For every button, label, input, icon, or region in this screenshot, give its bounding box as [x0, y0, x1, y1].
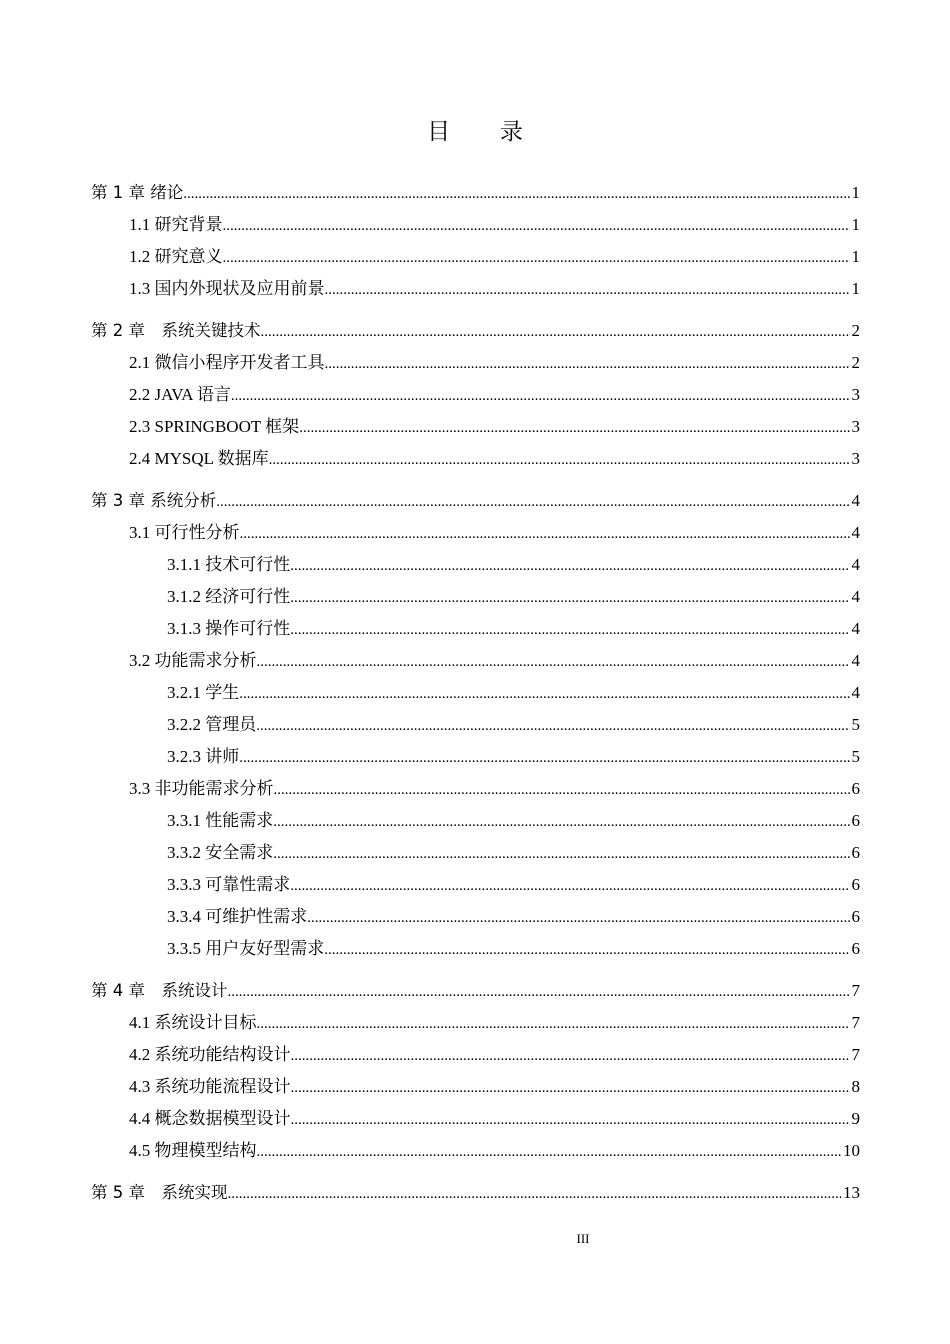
toc-dot-leader	[291, 1040, 850, 1072]
table-of-contents	[91, 177, 860, 1209]
toc-dot-leader	[228, 1178, 842, 1210]
toc-dot-leader	[223, 210, 850, 242]
toc-section-entry[interactable]	[91, 411, 860, 443]
toc-entry-label: 第 5 章 系统实现	[91, 1183, 228, 1202]
toc-entry-page: 7	[851, 1013, 860, 1032]
toc-section-entry[interactable]	[91, 773, 860, 805]
toc-entry-label: 4.4 概念数据模型设计	[129, 1109, 291, 1128]
toc-entry-label: 2.4 MYSQL 数据库	[129, 449, 269, 468]
toc-dot-leader	[269, 444, 850, 476]
toc-entry-page: 6	[851, 779, 860, 798]
toc-section-entry[interactable]	[91, 241, 860, 273]
toc-entry-page: 7	[851, 981, 860, 1000]
toc-dot-leader	[261, 316, 850, 348]
toc-entry-label: 3.1.3 操作可行性	[167, 619, 291, 638]
toc-entry-page: 4	[851, 587, 860, 606]
toc-entry-label: 1.2 研究意义	[129, 247, 223, 266]
toc-dot-leader	[324, 934, 849, 966]
toc-entry-label: 3.3.2 安全需求	[167, 843, 274, 862]
toc-entry-label: 第 1 章 绪论	[91, 183, 184, 202]
toc-dot-leader	[325, 348, 850, 380]
toc-entry-label: 3.3 非功能需求分析	[129, 779, 274, 798]
toc-entry-page: 6	[851, 843, 860, 862]
toc-dot-leader	[257, 646, 850, 678]
toc-dot-leader	[325, 274, 850, 306]
toc-chapter-entry[interactable]	[91, 315, 860, 347]
toc-entry-page: 6	[851, 875, 860, 894]
toc-dot-leader	[274, 774, 850, 806]
toc-entry-page: 7	[851, 1045, 860, 1064]
toc-entry-page: 4	[851, 491, 860, 510]
toc-entry-label: 4.5 物理模型结构	[129, 1141, 257, 1160]
toc-entry-page: 4	[851, 523, 860, 542]
toc-entry-label: 3.1.2 经济可行性	[167, 587, 291, 606]
toc-entry-label: 4.1 系统设计目标	[129, 1013, 257, 1032]
toc-dot-leader	[239, 678, 849, 710]
toc-entry-label: 第 2 章 系统关键技术	[91, 321, 261, 340]
toc-dot-leader	[291, 1104, 850, 1136]
toc-section-entry[interactable]	[91, 443, 860, 475]
toc-entry-label: 3.3.4 可维护性需求	[167, 907, 308, 926]
toc-section-entry[interactable]	[91, 1039, 860, 1071]
toc-entry-page: 3	[851, 449, 860, 468]
toc-entry-label: 3.1 可行性分析	[129, 523, 240, 542]
toc-dot-leader	[256, 710, 849, 742]
toc-dot-leader	[257, 1008, 850, 1040]
toc-entry-page: 4	[851, 651, 860, 670]
toc-dot-leader	[273, 806, 849, 838]
toc-entry-page: 2	[851, 353, 860, 372]
toc-entry-page: 1	[851, 183, 860, 202]
toc-entry-label: 3.2.2 管理员	[167, 715, 257, 734]
toc-chapter-entry[interactable]	[91, 177, 860, 209]
page-title: 目 录	[427, 119, 545, 144]
toc-section-entry[interactable]	[91, 709, 860, 741]
toc-dot-leader	[257, 1136, 842, 1168]
toc-entry-page: 6	[851, 811, 860, 830]
toc-section-entry[interactable]	[91, 1135, 860, 1167]
toc-entry-label: 3.2.3 讲师	[167, 747, 240, 766]
toc-entry-page: 1	[851, 247, 860, 266]
toc-dot-leader	[273, 838, 849, 870]
toc-entry-page: 2	[851, 321, 860, 340]
toc-chapter-entry[interactable]	[91, 1177, 860, 1209]
toc-section-entry[interactable]	[91, 581, 860, 613]
toc-section-entry[interactable]	[91, 805, 860, 837]
toc-entry-page: 3	[851, 417, 860, 436]
toc-entry-label: 2.3 SPRINGBOOT 框架	[129, 417, 300, 436]
toc-section-entry[interactable]	[91, 613, 860, 645]
toc-entry-page: 5	[851, 715, 860, 734]
toc-section-entry[interactable]	[91, 379, 860, 411]
toc-section-entry[interactable]	[91, 677, 860, 709]
toc-entry-label: 3.3.1 性能需求	[167, 811, 274, 830]
toc-entry-label: 4.2 系统功能结构设计	[129, 1045, 291, 1064]
toc-section-entry[interactable]	[91, 1007, 860, 1039]
toc-section-entry[interactable]	[91, 901, 860, 933]
toc-dot-leader	[223, 242, 850, 274]
toc-entry-page: 1	[851, 279, 860, 298]
toc-chapter-entry[interactable]	[91, 975, 860, 1007]
toc-dot-leader	[228, 976, 850, 1008]
toc-entry-page: 3	[851, 385, 860, 404]
toc-entry-page: 10	[843, 1141, 860, 1160]
toc-dot-leader	[299, 412, 849, 444]
toc-dot-leader	[307, 902, 849, 934]
toc-dot-leader	[290, 582, 849, 614]
toc-entry-page: 6	[851, 907, 860, 926]
toc-entry-label: 2.2 JAVA 语言	[129, 385, 231, 404]
toc-dot-leader	[290, 550, 849, 582]
toc-section-entry[interactable]	[91, 347, 860, 379]
toc-entry-label: 1.3 国内外现状及应用前景	[129, 279, 325, 298]
toc-dot-leader	[239, 742, 849, 774]
toc-entry-page: 8	[851, 1077, 860, 1096]
toc-section-entry[interactable]	[91, 209, 860, 241]
toc-entry-page: 1	[851, 215, 860, 234]
toc-chapter-entry[interactable]	[91, 485, 860, 517]
toc-dot-leader	[216, 486, 849, 518]
toc-section-entry[interactable]	[91, 549, 860, 581]
toc-entry-label: 3.3.3 可靠性需求	[167, 875, 291, 894]
toc-section-entry[interactable]	[91, 645, 860, 677]
toc-entry-label: 2.1 微信小程序开发者工具	[129, 353, 325, 372]
toc-entry-label: 第 4 章 系统设计	[91, 981, 228, 1000]
toc-section-entry[interactable]	[91, 517, 860, 549]
toc-section-entry[interactable]	[91, 869, 860, 901]
toc-section-entry[interactable]	[91, 933, 860, 965]
toc-entry-label: 3.2.1 学生	[167, 683, 240, 702]
toc-dot-leader	[231, 380, 850, 412]
toc-entry-page: 4	[851, 555, 860, 574]
toc-entry-page: 6	[851, 939, 860, 958]
toc-section-entry[interactable]	[91, 837, 860, 869]
toc-section-entry[interactable]	[91, 741, 860, 773]
toc-dot-leader	[291, 1072, 850, 1104]
toc-entry-page: 4	[851, 619, 860, 638]
toc-entry-page: 9	[851, 1109, 860, 1128]
toc-section-entry[interactable]	[91, 273, 860, 305]
toc-dot-leader	[240, 518, 850, 550]
toc-dot-leader	[183, 178, 849, 210]
toc-entry-label: 3.3.5 用户友好型需求	[167, 939, 325, 958]
toc-dot-leader	[290, 870, 849, 902]
toc-entry-label: 3.1.1 技术可行性	[167, 555, 291, 574]
toc-entry-label: 4.3 系统功能流程设计	[129, 1077, 291, 1096]
toc-section-entry[interactable]	[91, 1071, 860, 1103]
toc-entry-label: 1.1 研究背景	[129, 215, 223, 234]
toc-entry-page: 5	[851, 747, 860, 766]
toc-entry-label: 3.2 功能需求分析	[129, 651, 257, 670]
toc-dot-leader	[290, 614, 849, 646]
toc-entry-page: 13	[843, 1183, 860, 1202]
toc-entry-page: 4	[851, 683, 860, 702]
toc-section-entry[interactable]	[91, 1103, 860, 1135]
page-number: III	[576, 1231, 590, 1246]
toc-entry-label: 第 3 章 系统分析	[91, 491, 217, 510]
